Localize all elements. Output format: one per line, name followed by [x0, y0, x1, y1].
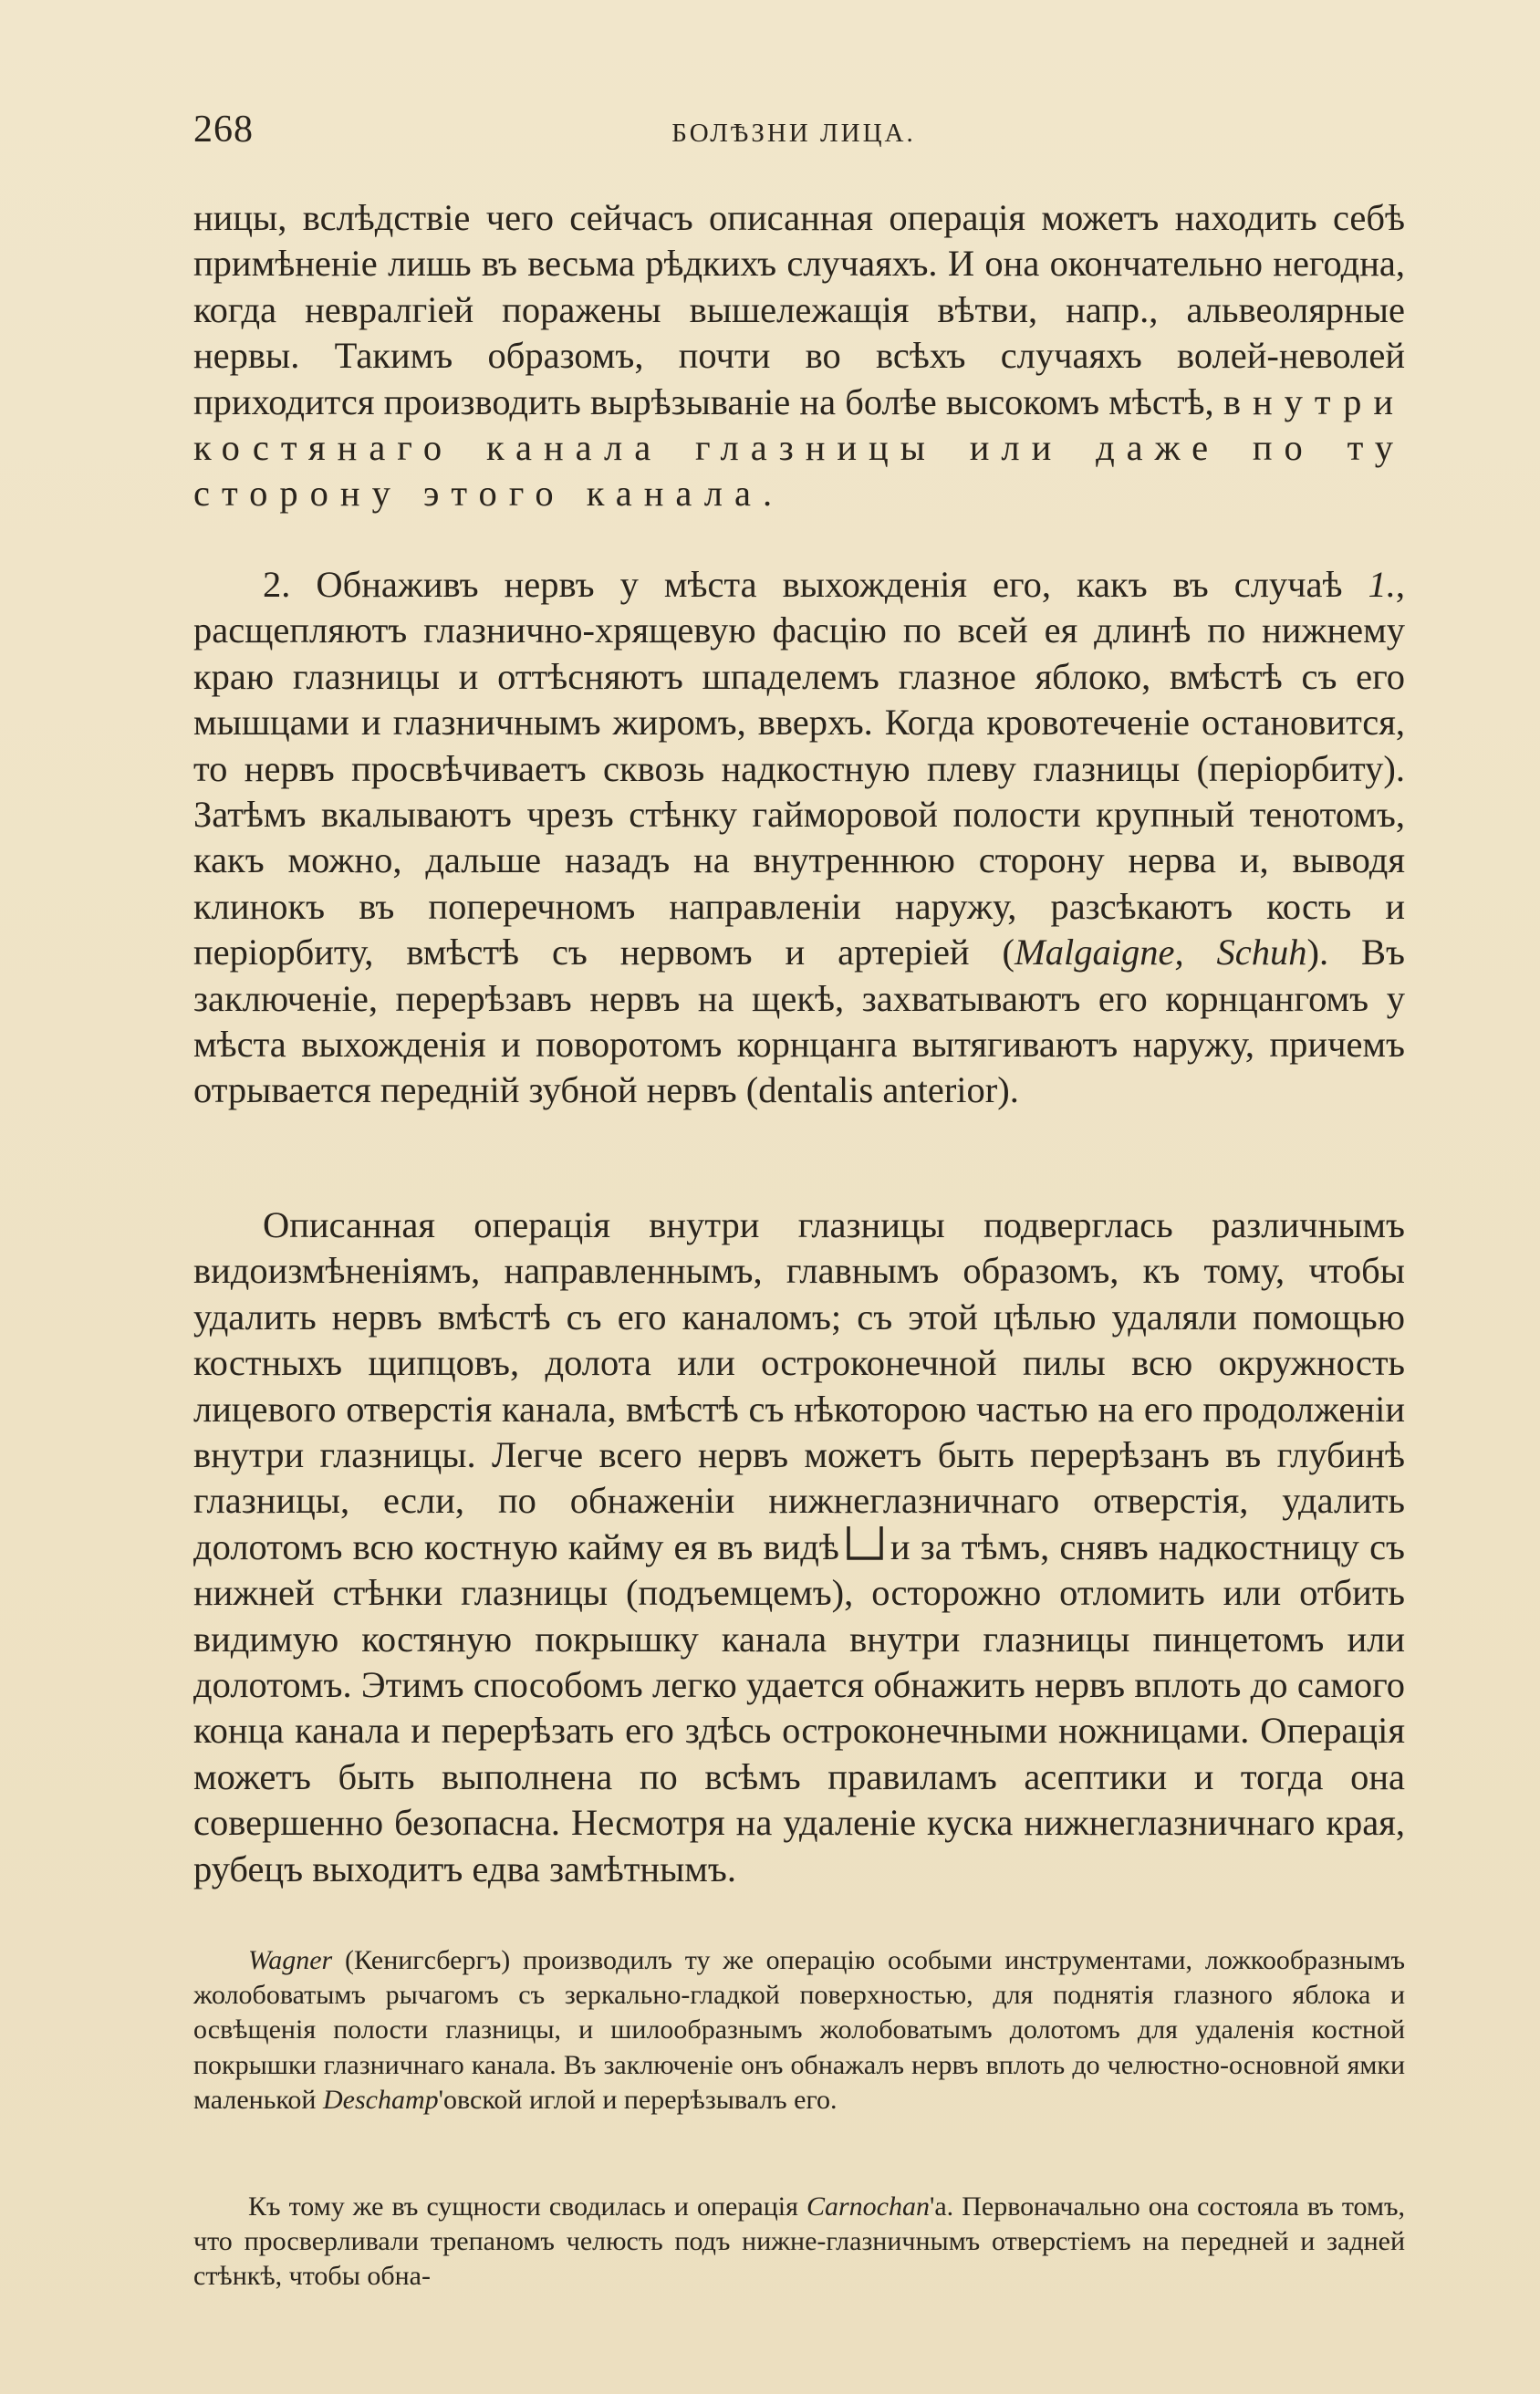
bracket-shape-icon: [843, 1525, 887, 1563]
page-header: [193, 108, 1394, 162]
italic-author: Carnochan: [806, 2191, 930, 2222]
text-run: 2. Обнаживъ нервъ у мѣста выхожденія его, какъ въ случаѣ: [263, 564, 1343, 605]
footnote-wagner: [193, 1943, 1405, 2118]
running-title: БОЛѢЗНИ ЛИЦА.: [671, 119, 916, 148]
text-run: 'овской иглой и перерѣзывалъ его.: [438, 2084, 838, 2115]
text-run: , расщепляютъ глазнично-хрящевую фасцію по всей ея длинѣ по нижнему краю глазницы и оттѣсняютъ шпаделемъ глазное яблоко, вмѣстѣ съ его мышцами и глазничнымъ жиромъ, вверхъ. Когда кровотеченіе остановится, то нервъ просвѣчиваетъ сквозь надкостную плеву глазницы (періорбиту). Затѣмъ вкалываютъ чрезъ стѣнку гайморовой полости крупный тенотомъ, какъ можно, дальше назадъ на внутреннюю сторону нерва и, выводя клинокъ въ поперечномъ направленіи наружу, разсѣкаютъ кость и періорбиту, вмѣстѣ съ нервомъ и артеріей (: [193, 564, 1406, 973]
text-run: Къ тому же въ сущности сводилась и операція: [248, 2191, 806, 2222]
text-run: ). Въ заключеніе, перерѣзавъ нервъ на щекѣ, захватываютъ его корнцангомъ у мѣста выхожденія и поворотомъ корнцанга вытягиваютъ наружу, причемъ отрывается передній зубной нервъ (dentalis anterior).: [193, 932, 1405, 1111]
italic-authors: Malgaigne, Schuh: [1015, 932, 1307, 973]
italic-author: Deschamp: [323, 2084, 439, 2115]
text-run: 'а. Первоначально она состояла въ томъ, что просверливали трепаномъ челюсть подъ нижне-глазничнымъ отверстіемъ на передней и задней стѣнкѣ, чтобы обна-: [193, 2191, 1405, 2292]
italic-ref: 1.: [1368, 564, 1396, 605]
spaced-emphasis: внутри костянаго канала глазницы или даже по ту сторону этого канала.: [193, 380, 1405, 515]
text-run: ницы, вслѣдствіе чего сейчасъ описанная операція можетъ находить себѣ примѣненіе лишь въ весьма рѣдкихъ случаяхъ. И она окончательно негодна, когда невралгіей поражены вышележащія вѣтви, напр., альвеолярные нервы. Такимъ образомъ, почти во всѣхъ случаяхъ волей-неволей приходится производить вырѣзываніе на болѣе высокомъ мѣстѣ,: [193, 197, 1405, 422]
italic-author: Wagner: [248, 1945, 333, 1975]
text-run: Описанная операція внутри глазницы подверглась различнымъ видоизмѣненіямъ, направленнымъ, главнымъ образомъ, къ тому, чтобы удалить нервъ вмѣстѣ съ его каналомъ; съ этой цѣлью удаляли помощью костныхъ щипцовъ, долота или остроконечной пилы всю окружность лицевого отверстія канала, вмѣстѣ съ нѣкоторою частью на его продолженіи внутри глазницы. Легче всего нервъ можетъ быть перерѣзанъ въ глубинѣ глазницы, если, по обнаженіи нижнеглазничнаго отверстія, удалить долотомъ всю костную кайму ея въ видѣ: [193, 1204, 1405, 1567]
paragraph-continuation: [193, 195, 1405, 517]
paragraph-modifications: [193, 1202, 1405, 1892]
text-run: и за тѣмъ, снявъ надкостницу съ нижней стѣнки глазницы (подъемцемъ), осторожно отломить или отбить видимую костяную покрышку канала внутри глазницы пинцетомъ или долотомъ. Этимъ способомъ легко удается обнажить нервъ вплоть до самого конца канала и перерѣзать его здѣсь остроконечными ножницами. Операція можетъ быть выполнена по всѣмъ правиламъ асептики и тогда она совершенно безопасна. Несмотря на удаленіе куска нижнеглазничнаго края, рубецъ выходитъ едва замѣтнымъ.: [193, 1525, 1405, 1889]
paragraph-method-2: [193, 562, 1405, 1114]
text-run: (Кенигсбергъ) производилъ ту же операцію особыми инструментами, ложкообразнымъ жолобоватымъ рычагомъ съ зеркально-гладкой поверхностью, для поднятія глазного яблока и освѣщенія полости глазницы, и шилообразнымъ жолобоватымъ долотомъ для удаленія костной покрышки глазничнаго канала. Въ заключеніе онъ обнажалъ нервъ вплоть до челюстно-основной ямки маленькой: [193, 1945, 1405, 2115]
page-number: 268: [193, 109, 254, 151]
footnote-carnochan: [193, 2190, 1405, 2295]
